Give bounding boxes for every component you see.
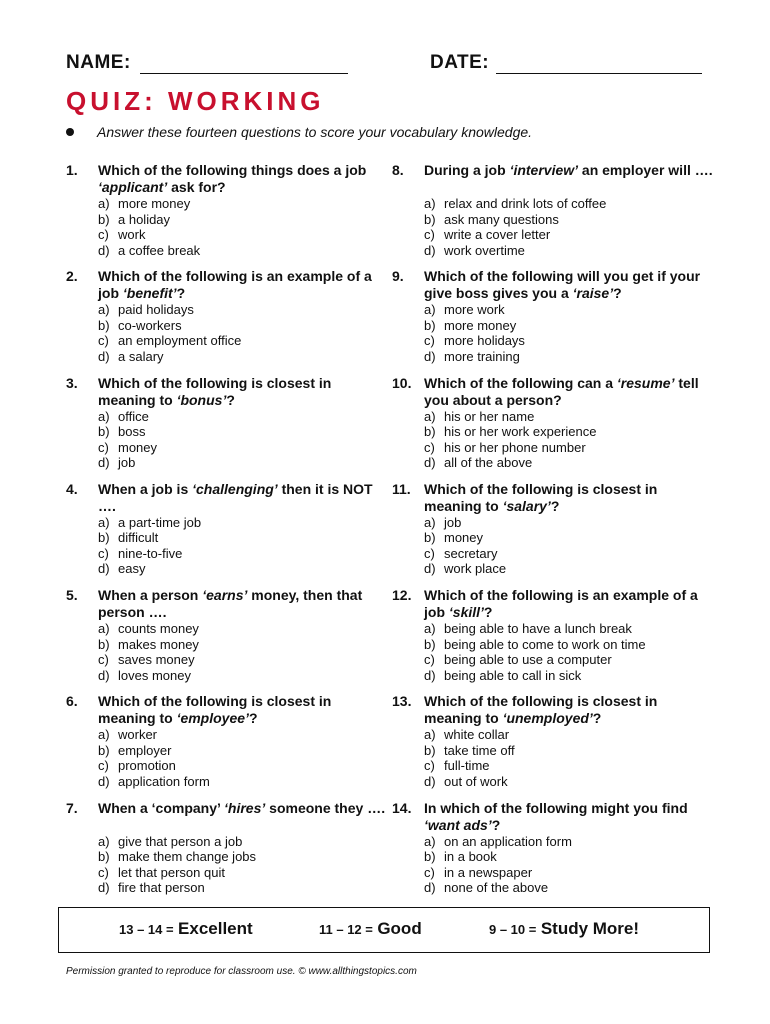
- answer-option: [98, 668, 199, 684]
- question-text-pre: When a ‘company’: [98, 799, 225, 816]
- answer-option: [424, 333, 525, 349]
- option-letter: d): [424, 348, 436, 364]
- option-letter: a): [424, 514, 436, 530]
- option-text: his or her name: [444, 408, 535, 424]
- question-text-post: ?: [483, 604, 493, 621]
- option-text: his or her phone number: [444, 439, 586, 455]
- answer-option: [98, 196, 200, 212]
- option-text: more training: [444, 348, 520, 364]
- question-text-post: then it is NOT ….: [98, 480, 373, 514]
- option-letter: a): [98, 727, 110, 743]
- question-number: 8.: [392, 162, 404, 178]
- question-item: [66, 799, 386, 906]
- option-text: easy: [118, 561, 146, 577]
- answer-option: [98, 849, 256, 865]
- option-text: job: [444, 514, 462, 530]
- question-text-pre: During a job: [424, 162, 510, 178]
- answer-option: [424, 409, 596, 425]
- option-letter: b): [98, 849, 110, 865]
- option-text: give that person a job: [118, 833, 243, 849]
- option-letter: d): [424, 561, 436, 577]
- answer-option: [98, 758, 210, 774]
- answer-option: [98, 880, 256, 896]
- option-letter: d): [424, 773, 436, 789]
- question-number: 6.: [66, 693, 78, 710]
- question-text-pre: Which of the following is closest in meaning to: [424, 480, 658, 514]
- option-text: more work: [444, 302, 505, 318]
- name-line: [140, 73, 348, 74]
- score-label: Excellent: [178, 919, 253, 938]
- option-letter: d): [98, 348, 110, 364]
- option-text: nine-to-five: [118, 545, 183, 561]
- option-text: application form: [118, 773, 210, 789]
- score-label: Study More!: [540, 919, 640, 938]
- question-item: [392, 800, 692, 906]
- option-letter: a): [424, 727, 436, 743]
- question-text: [98, 268, 388, 302]
- answer-option: [98, 637, 199, 653]
- answer-option: [98, 424, 157, 440]
- answer-option: [424, 865, 572, 881]
- question-number: 13.: [392, 693, 412, 710]
- question-text-pre: Which of the following is an example of a job: [424, 587, 698, 621]
- question-number: 12.: [392, 587, 412, 604]
- option-letter: b): [424, 849, 436, 865]
- option-letter: d): [98, 880, 110, 896]
- option-letter: d): [98, 455, 110, 471]
- vocab-term: ‘unemployed’: [502, 710, 593, 727]
- question-text-post: ask for?: [167, 179, 226, 195]
- answer-option: [98, 227, 200, 243]
- option-letter: b): [98, 636, 110, 652]
- question-number: 10.: [392, 374, 412, 391]
- option-letter: c): [424, 545, 435, 561]
- question-item: [66, 375, 366, 481]
- option-letter: b): [98, 424, 110, 440]
- answer-option: [424, 880, 572, 896]
- answer-options: [424, 196, 606, 258]
- answer-option: [424, 196, 606, 212]
- question-item: [392, 268, 701, 374]
- option-text: being able to come to work on time: [444, 636, 646, 652]
- question-text-pre: Which of the following is closest in meaning to: [424, 693, 658, 727]
- option-text: office: [118, 408, 149, 424]
- answer-option: [424, 668, 646, 684]
- instructions-text: Answer these fourteen questions to score your vocabulary knowledge.: [97, 124, 533, 140]
- answer-option: [424, 546, 506, 562]
- option-text: make them change jobs: [118, 849, 257, 865]
- question-text: [424, 268, 714, 302]
- quiz-title: QUIZ: WORKING: [66, 86, 325, 116]
- option-text: co-workers: [118, 317, 182, 333]
- vocab-term: ‘earns’: [202, 587, 248, 604]
- score-range: 9 – 10 =: [489, 922, 537, 937]
- question-text: [424, 375, 714, 409]
- option-text: a part-time job: [118, 514, 202, 530]
- option-letter: c): [424, 758, 435, 774]
- option-letter: b): [424, 636, 436, 652]
- answer-option: [98, 743, 210, 759]
- option-text: counts money: [118, 621, 199, 637]
- date-line: [496, 73, 702, 74]
- option-letter: a): [424, 408, 436, 424]
- answer-option: [424, 561, 506, 577]
- footer-permission: Permission granted to reproduce for classroom use. © www.allthingstopics.com: [66, 966, 417, 977]
- option-letter: b): [424, 530, 436, 546]
- option-letter: c): [98, 227, 109, 242]
- name-label: NAME:: [66, 52, 131, 73]
- question-item: [392, 162, 713, 268]
- option-text: secretary: [444, 545, 498, 561]
- option-letter: a): [98, 621, 110, 637]
- question-number: 7.: [66, 799, 78, 816]
- option-text: more money: [444, 317, 517, 333]
- answer-option: [424, 227, 606, 243]
- option-text: work: [118, 227, 146, 242]
- option-text: loves money: [118, 667, 191, 683]
- option-letter: c): [424, 864, 435, 880]
- option-text: all of the above: [444, 455, 533, 471]
- question-text-post: ?: [491, 816, 501, 833]
- option-text: an employment office: [118, 333, 242, 349]
- question-text: [98, 800, 388, 817]
- answer-option: [98, 727, 210, 743]
- option-text: promotion: [118, 758, 176, 774]
- answer-option: [424, 349, 525, 365]
- answer-option: [424, 652, 646, 668]
- vocab-term: ‘interview’: [509, 162, 579, 178]
- answer-option: [424, 637, 646, 653]
- answer-option: [98, 349, 241, 365]
- option-text: in a book: [444, 849, 497, 865]
- option-letter: b): [424, 211, 436, 227]
- question-text: [424, 800, 714, 834]
- answer-option: [98, 546, 201, 562]
- option-letter: b): [98, 530, 110, 546]
- option-letter: c): [424, 333, 435, 349]
- question-text-post: ?: [613, 285, 622, 302]
- option-letter: a): [98, 514, 110, 530]
- question-text-post: someone they ….: [265, 799, 386, 816]
- score-excellent: [119, 919, 253, 939]
- option-text: work place: [444, 561, 507, 577]
- option-letter: b): [98, 742, 110, 758]
- question-number: 9.: [392, 268, 404, 285]
- option-text: fire that person: [118, 880, 205, 896]
- answer-option: [424, 515, 506, 531]
- score-good: [319, 919, 422, 939]
- option-text: boss: [118, 424, 146, 440]
- question-number: 3.: [66, 374, 78, 391]
- option-text: saves money: [118, 652, 195, 668]
- answer-option: [98, 774, 210, 790]
- answer-option: [98, 302, 241, 318]
- question-item: [392, 587, 698, 693]
- question-item: [392, 481, 692, 587]
- question-item: [66, 480, 373, 587]
- question-text-post: an employer will ….: [578, 162, 713, 178]
- question-number: 5.: [66, 587, 78, 604]
- answer-option: [98, 409, 157, 425]
- option-text: let that person quit: [118, 864, 225, 880]
- question-item: [66, 162, 366, 268]
- option-letter: d): [424, 880, 436, 896]
- question-item: [392, 374, 699, 481]
- answer-option: [424, 758, 515, 774]
- answer-option: [424, 621, 646, 637]
- question-item: [66, 268, 372, 374]
- option-text: job: [118, 455, 136, 471]
- vocab-term: ‘applicant’: [98, 179, 168, 195]
- vocab-term: ‘benefit’: [122, 285, 177, 302]
- option-text: difficult: [118, 530, 159, 546]
- option-text: work overtime: [444, 242, 525, 258]
- questions-left-column: [66, 162, 386, 906]
- answer-option: [424, 455, 596, 471]
- question-text-pre: Which of the following is an example of a job: [98, 268, 372, 302]
- option-letter: a): [98, 408, 110, 424]
- option-text: worker: [118, 727, 158, 743]
- answer-options: [98, 515, 201, 577]
- vocab-term: ‘want ads’: [424, 816, 492, 833]
- option-letter: a): [424, 833, 436, 849]
- question-text-pre: Which of the following can a: [424, 374, 617, 391]
- answer-options: [98, 409, 157, 471]
- option-letter: b): [424, 742, 436, 758]
- question-text: [98, 587, 388, 621]
- question-text: [424, 693, 714, 727]
- option-text: a holiday: [118, 211, 171, 227]
- answer-option: [424, 743, 515, 759]
- answer-option: [98, 621, 199, 637]
- option-letter: a): [98, 302, 110, 318]
- option-letter: d): [98, 667, 110, 683]
- score-label: Good: [377, 919, 422, 938]
- option-letter: b): [424, 424, 436, 440]
- option-text: a coffee break: [118, 242, 201, 258]
- question-number: 14.: [392, 799, 412, 816]
- question-number: 11.: [392, 480, 411, 497]
- score-range: 13 – 14 =: [119, 922, 174, 937]
- option-text: money: [118, 439, 158, 455]
- header: [66, 52, 706, 82]
- question-item: [66, 587, 366, 693]
- answer-option: [424, 318, 525, 334]
- answer-option: [424, 424, 596, 440]
- answer-options: [424, 515, 506, 577]
- question-number: 2.: [66, 268, 78, 285]
- question-text-pre: When a person: [98, 587, 203, 604]
- question-text-post: money, then that person ….: [98, 587, 363, 621]
- option-text: full-time: [444, 758, 490, 774]
- answer-options: [98, 196, 200, 258]
- option-text: employer: [118, 742, 172, 758]
- question-text-pre: When a job is: [98, 480, 193, 497]
- question-text-post: ?: [592, 710, 602, 727]
- option-letter: a): [98, 196, 110, 211]
- option-letter: b): [424, 317, 436, 333]
- answer-options: [424, 302, 525, 364]
- option-letter: d): [98, 773, 110, 789]
- option-letter: a): [98, 833, 110, 849]
- option-text: more holidays: [444, 333, 525, 349]
- option-letter: c): [424, 439, 435, 455]
- answer-option: [98, 440, 157, 456]
- answer-options: [98, 834, 256, 896]
- answer-options: [424, 409, 596, 471]
- question-text-pre: Which of the following things does a job: [98, 162, 367, 178]
- question-number: 4.: [66, 480, 78, 497]
- score-box: [58, 907, 710, 953]
- question-text: [424, 162, 714, 179]
- option-text: his or her work experience: [444, 424, 597, 440]
- option-letter: c): [98, 652, 109, 668]
- option-letter: a): [424, 302, 436, 318]
- option-letter: c): [98, 333, 109, 349]
- question-text-pre: In which of the following might you find: [424, 799, 688, 816]
- option-letter: b): [98, 211, 110, 227]
- score-study-more: [489, 919, 639, 939]
- vocab-term: ‘skill’: [448, 604, 484, 621]
- option-letter: c): [424, 227, 435, 242]
- answer-options: [98, 302, 241, 364]
- answer-option: [98, 515, 201, 531]
- question-text: [98, 693, 388, 727]
- option-text: none of the above: [444, 880, 549, 896]
- answer-option: [424, 302, 525, 318]
- option-text: being able to use a computer: [444, 652, 612, 668]
- vocab-term: ‘raise’: [572, 285, 614, 302]
- option-letter: d): [424, 242, 436, 258]
- option-text: a salary: [118, 348, 164, 364]
- question-text-post: ?: [226, 391, 235, 408]
- option-text: out of work: [444, 773, 508, 789]
- answer-option: [424, 243, 606, 259]
- option-letter: b): [98, 317, 110, 333]
- option-letter: a): [424, 196, 436, 211]
- question-text: [98, 375, 388, 409]
- question-item: [66, 693, 366, 799]
- option-text: being able to have a lunch break: [444, 621, 632, 637]
- option-text: being able to call in sick: [444, 667, 582, 683]
- vocab-term: ‘employee’: [176, 710, 249, 727]
- option-text: money: [444, 530, 484, 546]
- vocab-term: ‘hires’: [224, 799, 266, 816]
- option-text: on an application form: [444, 833, 572, 849]
- option-text: paid holidays: [118, 302, 194, 318]
- option-text: write a cover letter: [444, 227, 551, 242]
- score-range: 11 – 12 =: [319, 922, 373, 937]
- answer-option: [424, 530, 506, 546]
- question-number: 1.: [66, 162, 78, 178]
- question-text: [98, 481, 388, 515]
- answer-option: [98, 561, 201, 577]
- option-letter: a): [424, 621, 436, 637]
- answer-option: [424, 774, 515, 790]
- question-text-pre: Which of the following is closest in meaning to: [98, 374, 332, 408]
- answer-option: [98, 865, 256, 881]
- option-letter: d): [424, 455, 436, 471]
- bullet-icon: [66, 128, 74, 136]
- answer-option: [98, 834, 256, 850]
- option-text: in a newspaper: [444, 864, 533, 880]
- answer-option: [424, 440, 596, 456]
- question-text-post: ?: [248, 710, 258, 727]
- answer-options: [424, 727, 515, 789]
- option-letter: d): [98, 561, 110, 577]
- option-letter: c): [98, 545, 109, 561]
- vocab-term: ‘bonus’: [176, 391, 227, 408]
- answer-option: [98, 318, 241, 334]
- vocab-term: ‘salary’: [502, 497, 551, 514]
- option-text: relax and drink lots of coffee: [444, 196, 607, 211]
- vocab-term: ‘challenging’: [192, 480, 278, 497]
- question-text: [98, 162, 388, 196]
- question-text-post: tell you about a person?: [424, 374, 699, 408]
- answer-option: [424, 834, 572, 850]
- answer-option: [98, 212, 200, 228]
- vocab-term: ‘resume’: [616, 374, 675, 391]
- question-item: [392, 693, 692, 799]
- question-text: [424, 587, 714, 621]
- answer-options: [424, 621, 646, 683]
- date-label: DATE:: [430, 52, 490, 73]
- question-text-pre: Which of the following will you get if your give boss gives you a: [424, 268, 701, 302]
- question-text-post: ?: [550, 497, 560, 514]
- option-text: more money: [118, 196, 191, 211]
- option-letter: d): [98, 242, 110, 258]
- answer-option: [98, 333, 241, 349]
- option-text: makes money: [118, 636, 199, 652]
- question-text-post: ?: [176, 285, 186, 302]
- question-text: [424, 481, 714, 515]
- answer-option: [424, 849, 572, 865]
- answer-option: [424, 727, 515, 743]
- answer-option: [98, 530, 201, 546]
- questions-right-column: [392, 162, 713, 906]
- answer-options: [98, 621, 199, 683]
- answer-options: [424, 834, 572, 896]
- answer-options: [98, 727, 210, 789]
- option-letter: d): [424, 667, 436, 683]
- question-text-pre: Which of the following is closest in meaning to: [98, 693, 332, 727]
- option-letter: c): [98, 758, 109, 774]
- option-text: ask many questions: [444, 211, 559, 227]
- option-letter: c): [98, 864, 109, 880]
- option-text: white collar: [444, 727, 510, 743]
- answer-option: [424, 212, 606, 228]
- option-letter: c): [98, 439, 109, 455]
- answer-option: [98, 455, 157, 471]
- option-text: take time off: [444, 742, 515, 758]
- answer-option: [98, 243, 200, 259]
- option-letter: c): [424, 652, 435, 668]
- answer-option: [98, 652, 199, 668]
